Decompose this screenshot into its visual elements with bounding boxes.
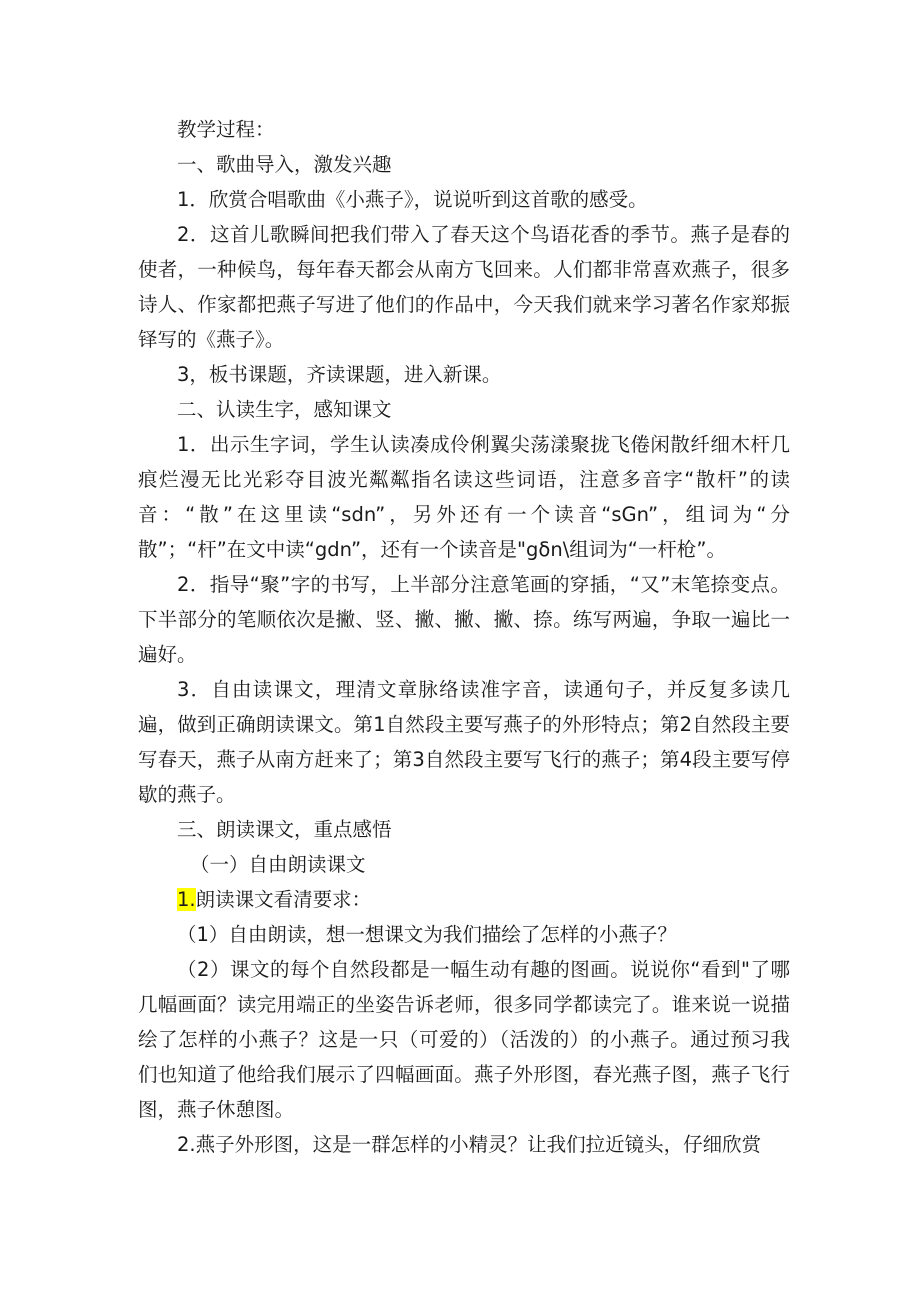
paragraph-s2-item-3: 3．自由读课文，理清文章脉络读准字音，读通句子，并反复多读几遍，做到正确朗读课文。第1自然段主要写燕子的外形特点；第2自然段主要写春天，燕子从南方赶来了；第3自然段主要写飞行的燕子；第4段主要写停歇的燕子。 [138, 678, 790, 806]
heading-teaching-process: 教学过程： [177, 118, 275, 141]
section-heading-2: 二、认读生字，感知课文 [177, 398, 392, 421]
paragraph-s2-item-2: 2．指导“聚”字的书写，上半部分注意笔画的穿插，“又”末笔捺变点。下半部分的笔顺依次是撇、竖、撇、撇、撇、捺。练写两遍，争取一遍比一遍好。 [138, 573, 790, 666]
highlighted-list-marker: 1. [177, 888, 196, 911]
paragraph-s3-item-1 [138, 882, 790, 917]
paragraph-s3-item-1-q1: （1）自由朗读，想一想课文为我们描绘了怎样的小燕子？ [177, 923, 677, 946]
section-heading-3: 三、朗读课文，重点感悟 [177, 818, 392, 841]
paragraph-s2-item-1: 1．出示生字词，学生认读凑成伶俐翼尖荡漾聚拢飞倦闲散纤细木杆几痕烂漫无比光彩夺目波光粼粼指名读这些词语，注意多音字“散杆”的读音：“散”在这里读“sdn”，另外还有一个读音“sGn”，组词为“分散”；“杆”在文中读“gdn”，还有一个读音是"gδn\组词为“一杆枪”。 [138, 433, 790, 561]
section-heading-1: 一、歌曲导入，激发兴趣 [177, 153, 392, 176]
subsection-heading-1: （一）自由朗读课文 [190, 853, 366, 876]
paragraph-s1-item-1: 1．欣赏合唱歌曲《小燕子》，说说听到这首歌的感受。 [177, 188, 648, 211]
paragraph-s3-item-1-text: 朗读课文看清要求： [195, 888, 372, 911]
document-body [138, 112, 790, 1162]
paragraph-s3-item-1-q2: （2）课文的每个自然段都是一幅生动有趣的图画。说说你“看到"了哪几幅画面？读完用端正的坐姿告诉老师，很多同学都读完了。谁来说一说描绘了怎样的小燕子？这是一只（可爱的）（活泼的）的小燕子。通过预习我们也知道了他给我们展示了四幅画面。燕子外形图，春光燕子图，燕子飞行图，燕子休憩图。 [138, 958, 790, 1121]
paragraph-s1-item-3: 3，板书课题，齐读课题，进入新课。 [177, 363, 502, 386]
paragraph-s1-item-2: 2．这首儿歌瞬间把我们带入了春天这个鸟语花香的季节。燕子是春的使者，一种候鸟，每年春天都会从南方飞回来。人们都非常喜欢燕子，很多诗人、作家都把燕子写进了他们的作品中，今天我们就来学习著名作家郑振铎写的《燕子》。 [138, 223, 790, 351]
paragraph-s3-item-2: 2.燕子外形图，这是一群怎样的小精灵？让我们拉近镜头，仔细欣赏 [177, 1133, 762, 1156]
